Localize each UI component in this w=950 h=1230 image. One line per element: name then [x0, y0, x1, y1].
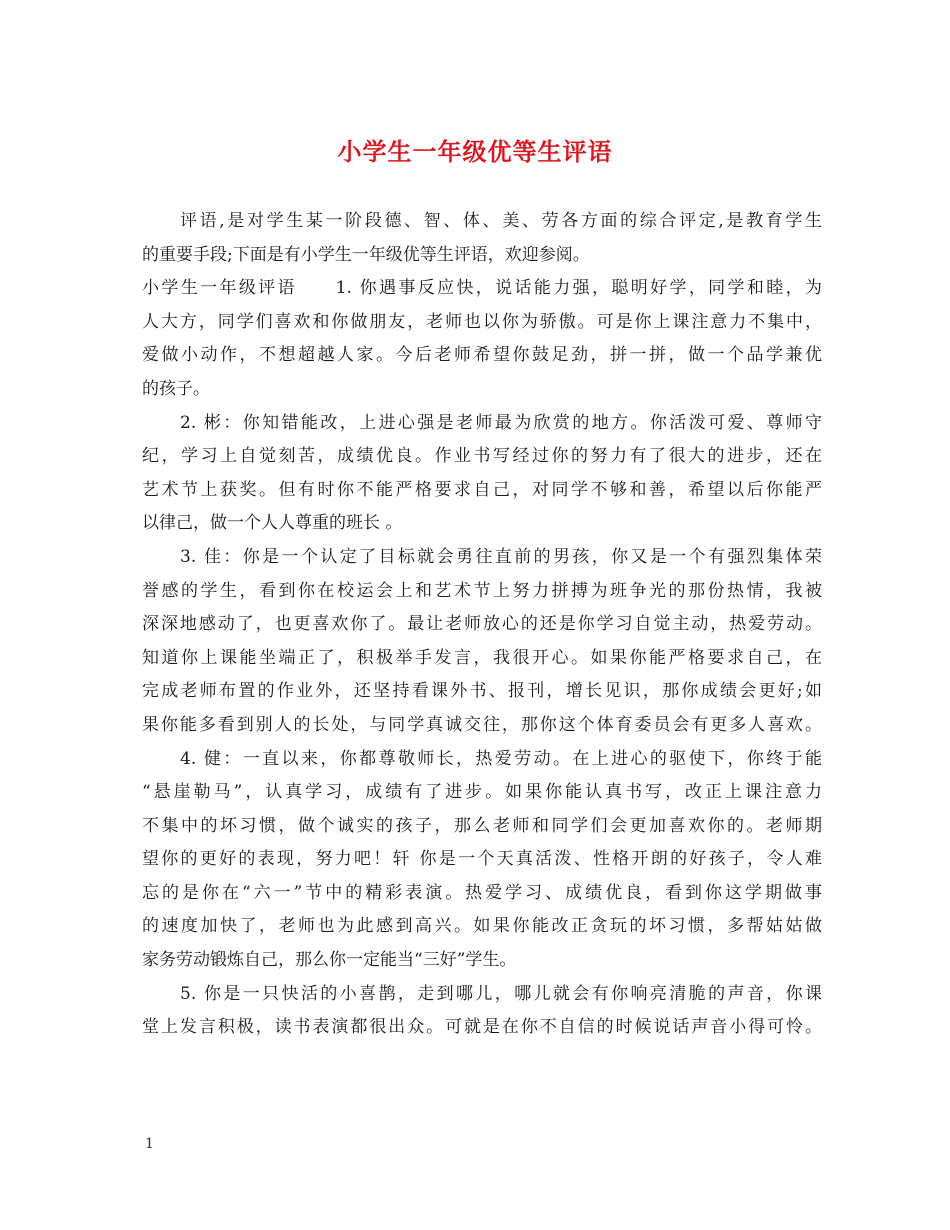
paragraph-line: 3. 佳：你是一个认定了目标就会勇往直前的男孩，你又是一个有强烈集体荣 — [180, 546, 822, 567]
paragraph-line: 以律己，做一个人人尊重的班长 。 — [142, 513, 403, 534]
paragraph-line: 艺术节上获奖。但有时你不能严格要求自己，对同学不够和善，希望以后你能严 — [142, 479, 822, 500]
page-number: 1 — [145, 1136, 154, 1152]
paragraph-line: 的孩子。 — [142, 378, 210, 399]
paragraph-line: 忘的是你在“六一”节中的精彩表演。热爱学习、成绩优良，看到你这学期做事 — [142, 882, 822, 903]
paragraph-line: 家务劳动锻炼自己，那么你一定能当“三好”学生。 — [142, 950, 517, 971]
paragraph-line: 誉感的学生，看到你在校运会上和艺术节上努力拼搏为班争光的那份热情，我被 — [142, 580, 822, 601]
paragraph-line: 的速度加快了，老师也为此感到高兴。如果你能改正贪玩的坏习惯，多帮姑姑做 — [142, 916, 822, 937]
paragraph-line: 人大方，同学们喜欢和你做朋友，老师也以你为骄傲。可是你上课注意力不集中， — [142, 311, 822, 332]
paragraph-line: 完成老师布置的作业外，还坚持看课外书、报刊，增长见识，那你成绩会更好;如 — [142, 681, 822, 702]
paragraph-line: 评语,是对学生某一阶段德、智、体、美、劳各方面的综合评定,是教育学生 — [180, 211, 822, 231]
paragraph-line: “悬崖勒马”，认真学习，成绩有了进步。如果你能认真书写，改正上课注意力 — [142, 782, 822, 803]
paragraph-line: 果你能多看到别人的长处，与同学真诚交往，那你这个体育委员会有更多人喜欢。 — [142, 714, 822, 735]
paragraph-line: 爱做小动作，不想超越人家。今后老师希望你鼓足劲，拼一拼，做一个品学兼优 — [142, 345, 822, 366]
paragraph-line: 不集中的坏习惯，做个诚实的孩子，那么老师和同学们会更加喜欢你的。老师期 — [142, 815, 822, 836]
paragraph-line: 深深地感动了，也更喜欢你了。最让老师放心的还是你学习自觉主动，热爱劳动。 — [142, 614, 822, 635]
paragraph-line: 知道你上课能坐端正了，积极举手发言，我很开心。如果你能严格要求自己，在 — [142, 647, 822, 668]
paragraph-line: 5. 你是一只快活的小喜鹊，走到哪儿，哪儿就会有你响亮清脆的声音，你课 — [180, 983, 822, 1004]
document-title: 小学生一年级优等生评语 — [337, 137, 613, 166]
paragraph-line: 堂上发言积极，读书表演都很出众。可就是在你不自信的时候说话声音小得可怜。 — [142, 1017, 822, 1038]
paragraph-line: 的重要手段;下面是有小学生一年级优等生评语，欢迎参阅。 — [142, 244, 590, 265]
document-body — [142, 205, 822, 1045]
paragraph-line: 望你的更好的表现，努力吧！轩 你是一个天真活泼、性格开朗的好孩子，令人难 — [142, 849, 822, 870]
paragraph-line: 2. 彬：你知错能改，上进心强是老师最为欣赏的地方。你活泼可爱、尊师守 — [180, 412, 822, 433]
paragraph-line: 纪，学习上自觉刻苦，成绩优良。作业书写经过你的努力有了很大的进步，还在 — [142, 446, 822, 467]
paragraph-line: 4. 健：一直以来，你都尊敬师长，热爱劳动。在上进心的驱使下，你终于能 — [180, 748, 822, 769]
paragraph-line: 小学生一年级评语 1. 你遇事反应快，说话能力强，聪明好学，同学和睦，为 — [142, 278, 822, 299]
